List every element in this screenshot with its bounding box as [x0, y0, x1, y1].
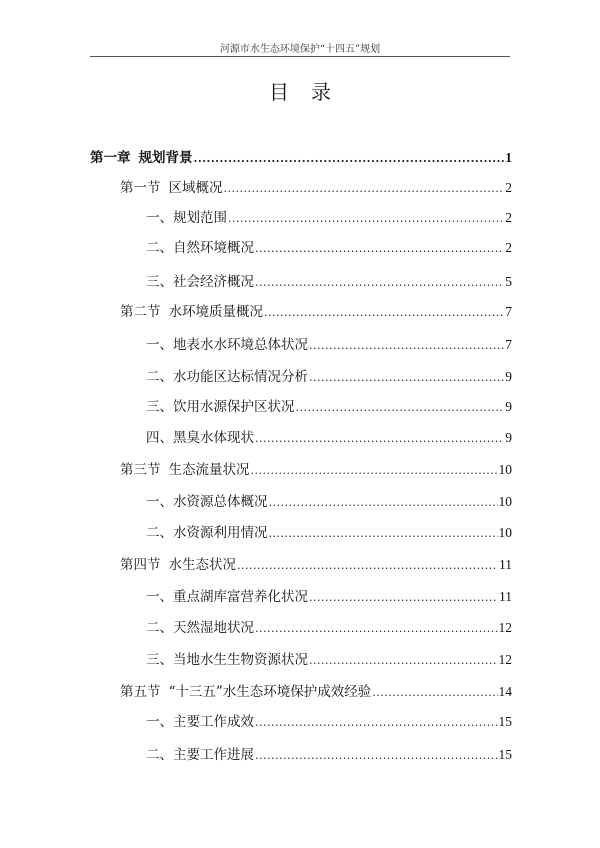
page-title: 目录: [269, 80, 353, 104]
toc-entry[interactable]: [146, 490, 512, 510]
toc-entry[interactable]: [120, 176, 512, 196]
toc-entry[interactable]: [146, 585, 512, 605]
toc-entry-text: 主要工作进展: [173, 747, 254, 763]
toc-page-number: 14: [498, 684, 512, 699]
toc-entry[interactable]: [146, 521, 512, 541]
toc-entry-title: [120, 176, 223, 196]
toc-page-number: 5: [505, 274, 512, 289]
dot-leader: [309, 371, 504, 384]
toc-page-number: 11: [499, 589, 512, 604]
toc-page-number: 9: [505, 399, 512, 414]
toc-page-number: 9: [505, 430, 512, 445]
dot-leader: [237, 559, 498, 572]
toc-entry[interactable]: [120, 680, 512, 700]
toc-entry-text: 当地水生生物资源状况: [173, 652, 308, 668]
toc-page-number: 10: [498, 494, 512, 509]
toc-entry[interactable]: [146, 270, 512, 290]
toc-entry-number: 一、: [146, 714, 173, 730]
toc-entry-number: 第三节: [120, 462, 161, 478]
toc-entry-title: [146, 521, 268, 541]
toc-entry[interactable]: [146, 395, 512, 415]
header-divider: [90, 56, 510, 57]
toc-entry-number: 二、: [146, 525, 173, 541]
toc-entry-title: [146, 206, 227, 226]
toc-entry[interactable]: [146, 710, 512, 730]
dot-leader: [194, 152, 505, 165]
toc-page-number: 11: [499, 557, 512, 572]
dot-leader: [255, 242, 504, 255]
toc-entry-title: [90, 146, 193, 166]
toc-entry-text: 区域概况: [168, 180, 223, 196]
toc-entry-title: [146, 395, 295, 415]
dot-leader: [269, 496, 498, 509]
toc-page-number: 10: [498, 525, 512, 540]
toc-entry-title: [146, 270, 254, 290]
toc-entry-title: [120, 458, 250, 478]
running-header: 河源市水生态环境保护“十四五”规划: [219, 44, 381, 55]
toc-page-number: 1: [505, 150, 512, 165]
toc-entry-title: [146, 648, 308, 668]
toc-entry-number: 一、: [146, 337, 173, 353]
toc-entry[interactable]: [90, 146, 512, 166]
toc-entry[interactable]: [120, 300, 512, 320]
toc-page-number: 15: [498, 747, 512, 762]
toc-entry-title: [120, 300, 263, 320]
toc-page-number: 2: [505, 210, 512, 225]
dot-leader: [309, 339, 504, 352]
toc-page-number: 10: [498, 462, 512, 477]
dot-leader: [255, 716, 498, 729]
toc-entry[interactable]: [146, 743, 512, 763]
toc-entry-title: [146, 365, 308, 385]
toc-page-number: 12: [498, 652, 512, 667]
toc-entry-text: 地表水水环境总体状况: [173, 337, 308, 353]
toc-entry-text: 自然环境概况: [173, 240, 254, 256]
toc-entry[interactable]: [146, 333, 512, 353]
toc-entry-title: [146, 616, 254, 636]
toc-entry-number: 一、: [146, 494, 173, 510]
toc-entry[interactable]: [146, 236, 512, 256]
toc-entry-text: 规划背景: [138, 150, 193, 166]
toc-entry-text: “十三五”水生态环境保护成效经验: [168, 684, 372, 700]
toc-entry-number: 二、: [146, 747, 173, 763]
toc-entry-number: 第四节: [120, 557, 161, 573]
toc-page-number: 2: [505, 240, 512, 255]
toc-entry[interactable]: [146, 206, 512, 226]
toc-entry-text: 规划范围: [173, 210, 227, 226]
toc-entry-title: [146, 333, 308, 353]
toc-entry-number: 一、: [146, 210, 173, 226]
toc-entry-text: 水生态状况: [168, 557, 236, 573]
toc-entry-text: 水功能区达标情况分析: [173, 369, 308, 385]
toc-entry[interactable]: [146, 616, 512, 636]
dot-leader: [372, 686, 497, 699]
toc-entry-number: 三、: [146, 274, 173, 290]
toc-entry-number: 二、: [146, 620, 173, 636]
toc-entry-text: 生态流量状况: [168, 462, 250, 478]
toc-entry-title: [146, 585, 308, 605]
dot-leader: [296, 401, 505, 414]
toc-page-number: 7: [505, 304, 512, 319]
toc-page-number: 12: [498, 620, 512, 635]
toc-entry-text: 天然湿地状况: [173, 620, 254, 636]
toc-entry-title: [120, 553, 236, 573]
toc-page-number: 2: [505, 180, 512, 195]
dot-leader: [224, 182, 505, 195]
dot-leader: [309, 591, 498, 604]
toc-entry-number: 二、: [146, 240, 173, 256]
dot-leader: [228, 212, 504, 225]
dot-leader: [255, 749, 498, 762]
toc-page-number: 9: [505, 369, 512, 384]
toc-entry[interactable]: [120, 553, 512, 573]
toc-entry-text: 水资源总体概况: [173, 494, 268, 510]
toc-entry-title: [146, 490, 268, 510]
dot-leader: [255, 276, 504, 289]
toc-entry-number: 第二节: [120, 304, 161, 320]
toc-entry[interactable]: [146, 426, 512, 446]
dot-leader: [255, 622, 498, 635]
toc-entry-number: 四、: [146, 430, 173, 446]
toc-entry-title: [146, 743, 254, 763]
toc-entry-number: 三、: [146, 399, 173, 415]
toc-entry-title: [146, 236, 254, 256]
toc-entry-number: 二、: [146, 369, 173, 385]
toc-entry-number: 第一章: [90, 150, 131, 166]
dot-leader: [251, 464, 498, 477]
dot-leader: [264, 306, 504, 319]
dot-leader: [309, 654, 498, 667]
toc-page-number: 15: [498, 714, 512, 729]
toc-page-number: 7: [505, 337, 512, 352]
dot-leader: [255, 432, 504, 445]
toc-entry-text: 重点湖库富营养化状况: [173, 589, 308, 605]
toc-entry-text: 社会经济概况: [173, 274, 254, 290]
toc-entry-text: 水环境质量概况: [168, 304, 263, 320]
toc-entry[interactable]: [120, 458, 512, 478]
toc-entry-text: 饮用水源保护区状况: [173, 399, 295, 415]
toc-entry-number: 第五节: [120, 684, 161, 700]
toc-entry-text: 水资源利用情况: [173, 525, 268, 541]
toc-entry-number: 一、: [146, 589, 173, 605]
toc-entry-text: 主要工作成效: [173, 714, 254, 730]
toc-entry-number: 三、: [146, 652, 173, 668]
toc-entry-title: [146, 710, 254, 730]
toc-entry-number: 第一节: [120, 180, 161, 196]
toc-entry[interactable]: [146, 365, 512, 385]
toc-entry[interactable]: [146, 648, 512, 668]
dot-leader: [269, 527, 498, 540]
toc-entry-text: 黑臭水体现状: [173, 430, 254, 446]
toc-entry-title: [120, 680, 371, 700]
toc-entry-title: [146, 426, 254, 446]
